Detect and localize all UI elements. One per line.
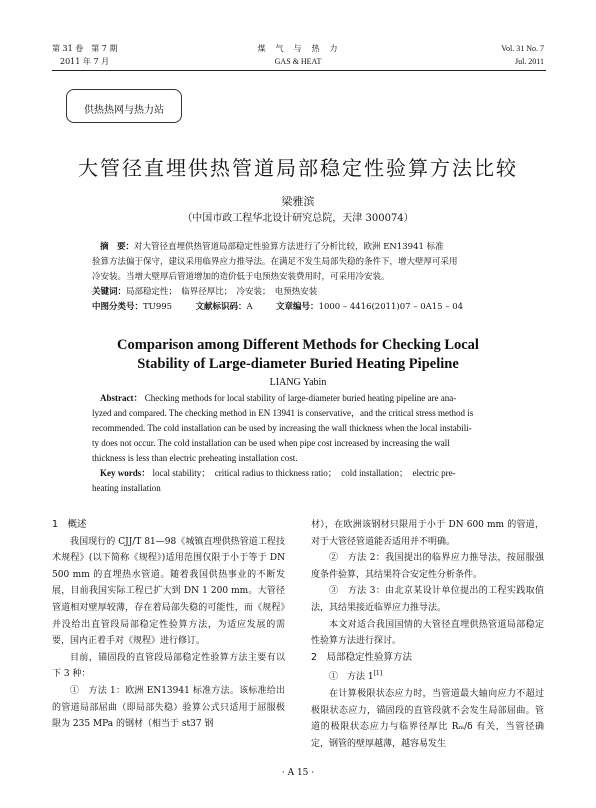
clc-value: TU995: [143, 302, 173, 312]
method-label: ① 方法 1: [329, 672, 374, 683]
abstract-zh: [92, 240, 522, 315]
body-left-column: [52, 517, 285, 733]
section-heading: 1 概述: [52, 519, 87, 530]
clc-label: 中图分类号：: [92, 302, 144, 312]
body-paragraph: 目前，锚固段的直管段局部稳定性验算方法主要有以下 3 种：: [52, 652, 285, 680]
author-zh: 梁雅滨: [281, 195, 315, 208]
abstract-zh-line: 验算方法偏于保守，建议采用临界应力推导法。在满足不发生局部失稳的条件下，增大壁厚可采用: [92, 257, 458, 267]
abstract-en-line: thickness is less than electric preheating installation cost.: [92, 453, 298, 463]
section-heading: 2 局部稳定性验算方法: [311, 651, 413, 663]
abstract-en-line: recommended. The cold installation can be used by increasing the wall thickness when the local instabili-: [92, 423, 472, 433]
journal-volume: 第 31 卷 第 7 期: [52, 44, 118, 53]
body-paragraph: ② 方法 2：我国提出的临界应力推导法，按屈服强度条件验算，其结果符合安定性分析条件。: [311, 553, 544, 580]
page-title-zh: 大管径直埋供热管道局部稳定性验算方法比较: [78, 156, 518, 180]
journal-name-en: GAS & HEAT: [274, 57, 322, 66]
keywords-en-cont: heating installation: [92, 483, 161, 493]
body-paragraph: ① 方法 1：欧洲 EN13941 标准方法。该标准给出的管道局部屈曲（即局部失稳）验算公式只适用于屈服极限为 235 MPa 的钢材（相当于 st37 钢: [52, 685, 285, 730]
journal-date-en: Jul. 2011: [514, 57, 544, 66]
doc-code-value: A: [246, 302, 253, 312]
article-number-value: 1000 – 4416(2011)07 – 0A15 – 04: [318, 302, 464, 312]
journal-volume-en: Vol. 31 No. 7: [501, 44, 544, 53]
keywords-zh: 局部稳定性； 临界径厚比； 冷安装； 电预热安装: [126, 287, 318, 297]
page-title-en-line2: Stability of Large-diameter Buried Heating Pipeline: [137, 356, 459, 372]
page-title-en-line1: Comparison among Different Methods for Checking Local: [117, 337, 479, 353]
header-rule: [52, 70, 546, 71]
doc-code-label: 文献标识码：: [195, 302, 247, 312]
article-number-label: 文章编号：: [276, 302, 319, 312]
keywords-en-label: Key words：: [100, 468, 151, 478]
journal-name-zh: 煤 气 与 热 力: [257, 44, 339, 53]
abstract-en-line: lyzed and compared. The checking method in EN 13941 is conservative，and the critical stress method is: [92, 408, 474, 418]
body-paragraph: 材），在欧洲该钢材只限用于小于 DN 600 mm 的管道，对于大管径管道能否适用并不明确。: [311, 520, 544, 547]
body-paragraph: 本文对适合我国国情的大管径直埋供热管道局部稳定性验算方法进行探讨。: [311, 619, 544, 647]
abstract-en: [92, 391, 522, 496]
body-right-column: [311, 517, 544, 752]
author-en: LIANG Yabin: [269, 377, 327, 388]
section-label: 供热热网与热力站: [84, 105, 164, 116]
keywords-zh-label: 关键词：: [92, 287, 127, 297]
keywords-en: local stability； critical radius to thickness ratio； cold installation； electric pre-: [152, 468, 456, 478]
body-paragraph: 在计算极限状态应力时，当管道最大轴向应力不超过极限状态应力，锚固段的直管段就不会发生局部屈曲。管道的极限状态应力与临界径厚比 Rₘ/δ 有关，当管径确定，钢管的壁厚越薄，越容易发生: [311, 688, 544, 749]
abstract-en-line: Checking methods for local stability of large-diameter buried heating pipeline are ana-: [144, 393, 457, 403]
abstract-en-line: ty does not occur. The cold installation can be used when pipe cost increased by increasing the wall: [92, 438, 450, 448]
body-paragraph: 我国现行的 CJJ/T 81—98《城镇直埋供热管道工程技术规程》(以下简称《规程》)适用范围仅限于小于等于 DN 500 mm 的直埋热水管道。随着我国供热事业的不断发展，目前我国实际工程已扩大到 DN 1 200 mm。大管径管道相对壁厚较薄，存在着局部失稳的可能性，而《规程》并没给出直管段局部稳定性验算方法，为适应发展的需要，国内正着手对《规程》进行修订。: [52, 536, 285, 647]
body-paragraph: ③ 方法 3：由北京某设计单位提出的工程实践取值法，其结果接近临界应力推导法。: [311, 586, 544, 613]
abstract-zh-label: 摘 要：: [100, 242, 135, 252]
abstract-en-label: Abstract：: [100, 393, 143, 403]
abstract-zh-line: 对大管径直埋供热管道局部稳定性验算方法进行了分析比较，欧洲 EN13941 标准: [134, 242, 444, 252]
section-label-box: [66, 89, 182, 123]
reference-mark: [1]: [373, 670, 383, 678]
journal-date: 2011 年 7 月: [60, 57, 110, 66]
affiliation-zh: （中国市政工程华北设计研究总院，天津 300074）: [182, 213, 414, 224]
page-number: · A 15 ·: [281, 768, 315, 778]
abstract-zh-line: 冷安装。当增大壁厚后管道增加的造价低于电预热安装费用时，可采用冷安装。: [92, 272, 390, 282]
